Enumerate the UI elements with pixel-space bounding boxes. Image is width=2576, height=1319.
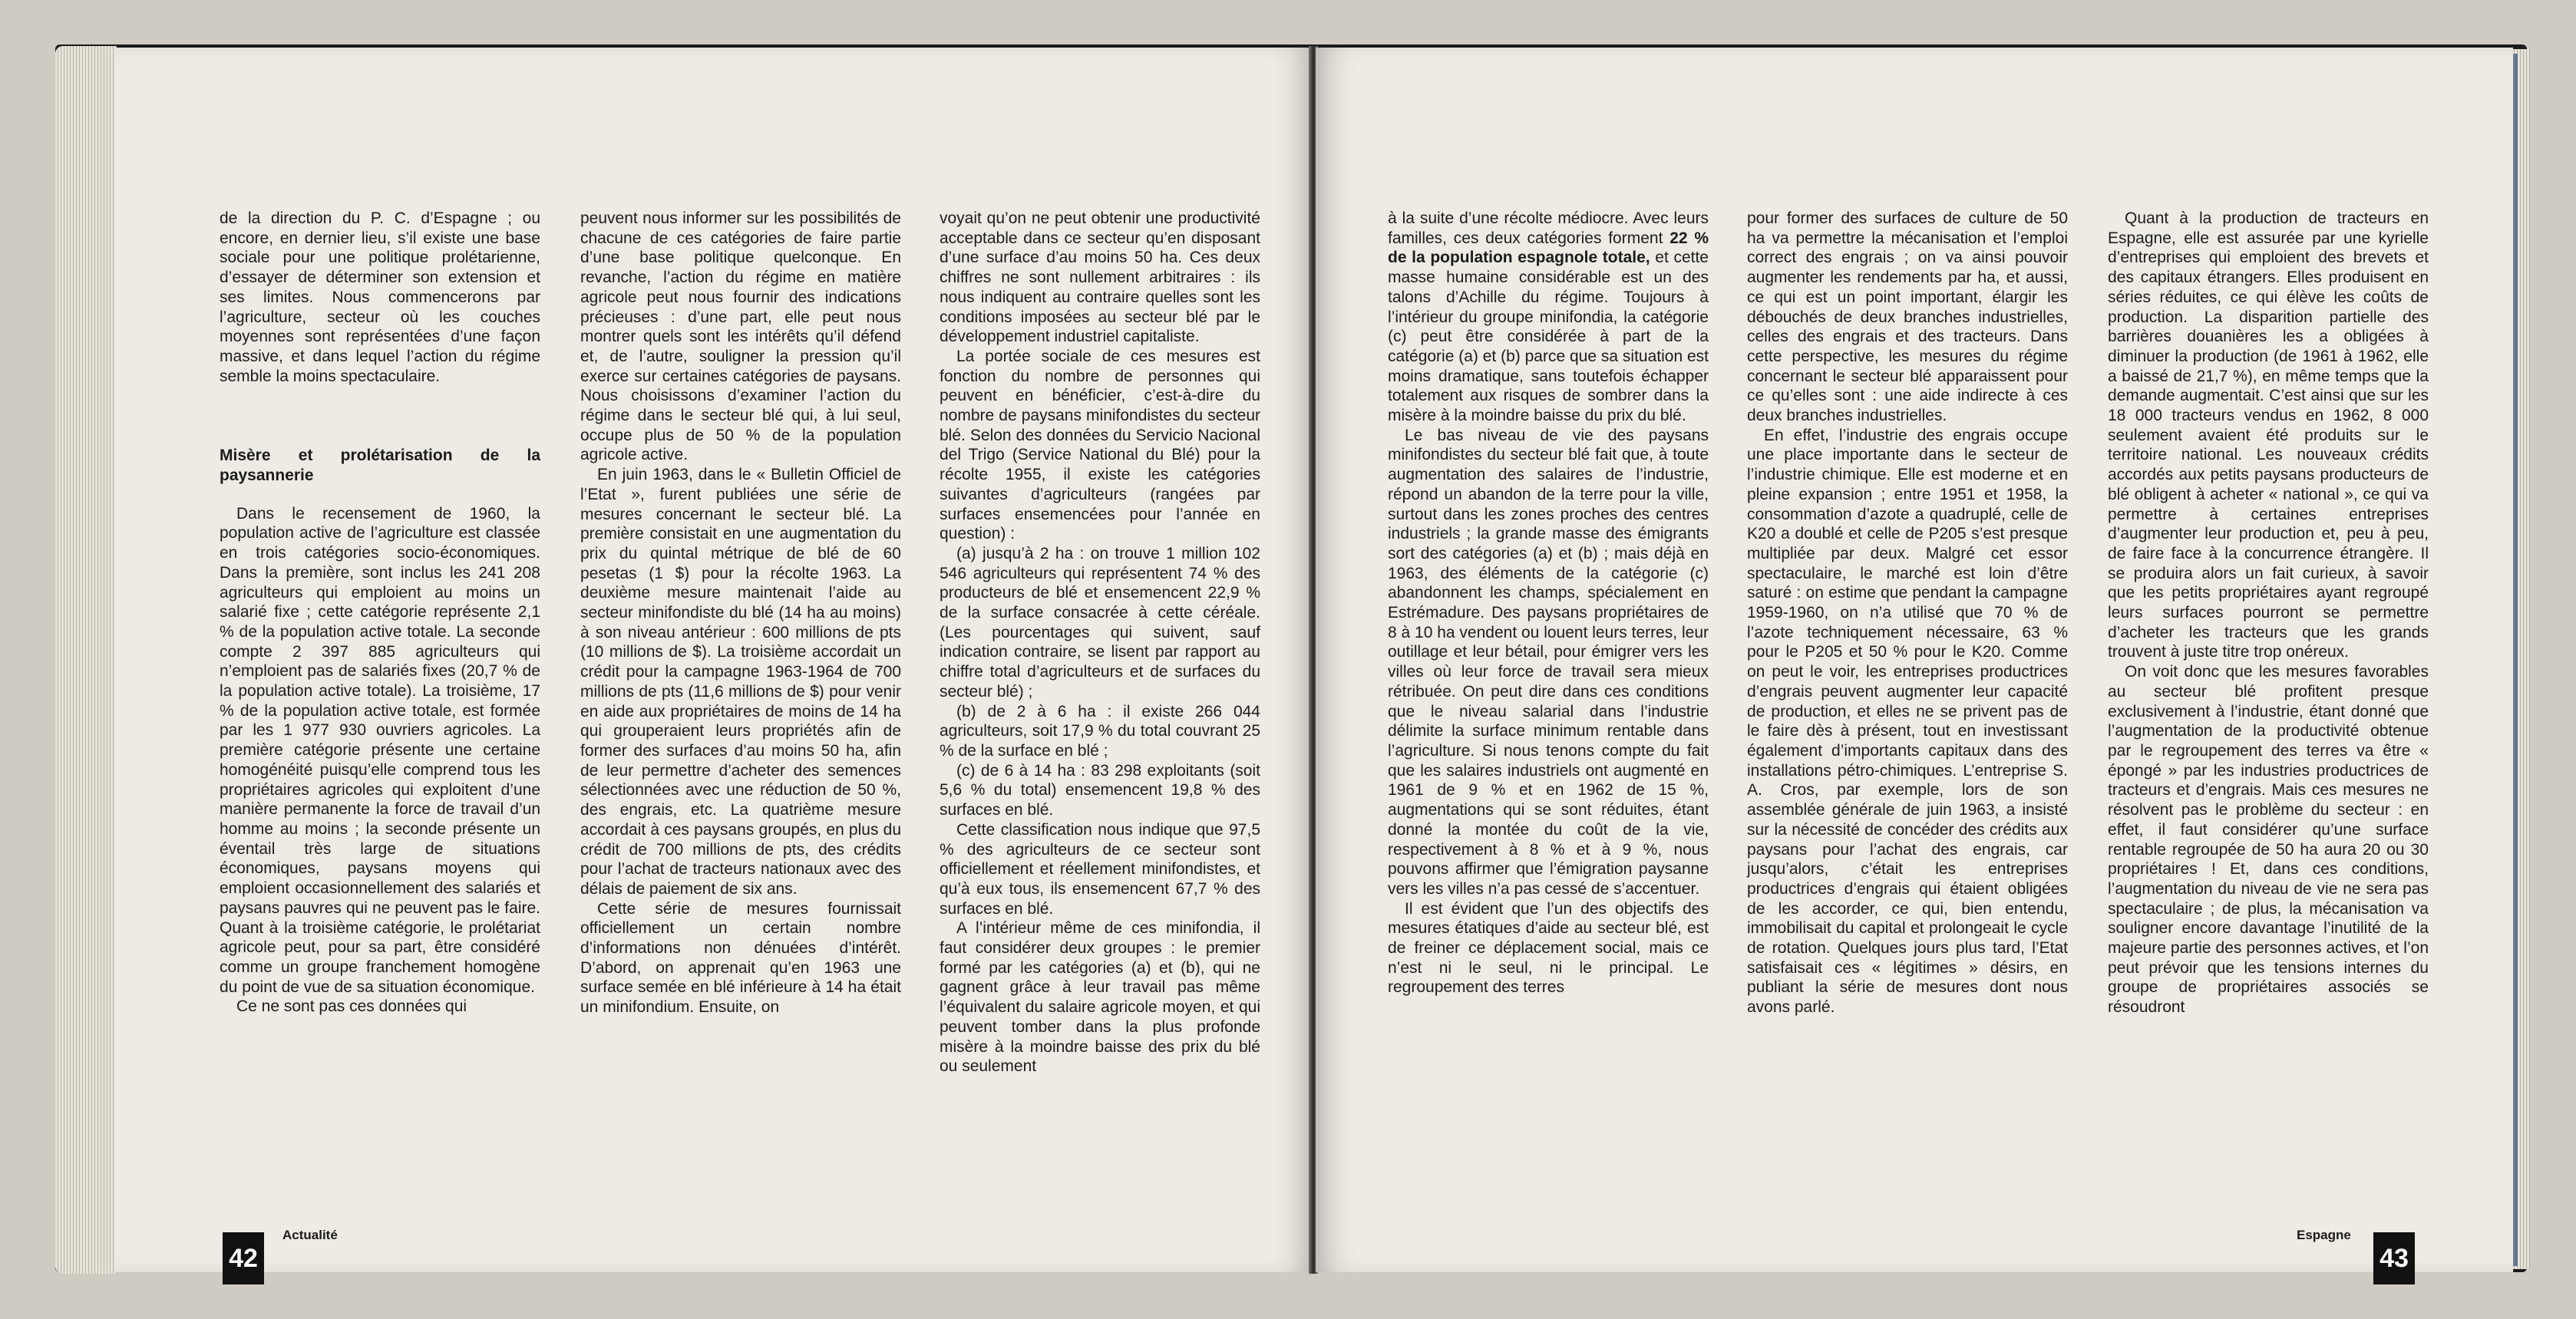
- paragraph: pour former des surfaces de culture de 50 ha va permettre la mécanisation et l’emploi correct des engrais ; on va ainsi pouvoir augmenter les rendements par ha, et aussi, ce qui est un point important, élargir les débouchés de deux branches industrielles, celles des engrais et des tracteurs. Dans cette perspective, les mesures du régime concernant le secteur blé apparaissent pour ce qu’elles sont : une aide indirecte à ces deux branches industrielles.: [1747, 209, 2068, 425]
- left-column-3: [940, 209, 1260, 1077]
- page-number: 42: [223, 1232, 264, 1284]
- running-head: Actualité: [282, 1228, 338, 1242]
- left-column-1: [220, 209, 540, 1017]
- paragraph: A l’intérieur même de ces minifondia, il faut considérer deux groupes : le premier formé par les catégories (a) et (b), qui ne gagnent grâce à leur travail pas même l’équivalent du salaire agricole moyen, et qui peuvent tomber dans la plus profonde misère à la moindre baisse des prix du blé ou seulement: [940, 919, 1260, 1076]
- paragraph: (c) de 6 à 14 ha : 83 298 exploitants (soit 5,6 % du total) ensemencent 19,8 % des surfaces en blé.: [940, 761, 1260, 819]
- text-run: à la suite d’une récolte médiocre. Avec leurs familles, ces deux catégories forment: [1388, 209, 1709, 247]
- paragraph: La portée sociale de ces mesures est fonction du nombre de personnes qui peuvent en bénéficier, c’est-à-dire du nombre de paysans minifondistes du secteur blé. Selon des données du Servicio Nacional del Trigo (Service National du Blé) pour la récolte 1955, il existe les catégories suivantes d’agriculteurs (rangées par surfaces ensemencées pour l’année en question) :: [940, 347, 1260, 543]
- left-page-edges: [55, 46, 117, 1274]
- paragraph: peuvent nous informer sur les possibilités de chacune de ces catégories de faire partie d’une base politique quelconque. En revanche, l’action du régime en matière agricole peut nous fournir des indications précieuses : d’une part, elle peut nous montrer quels sont les intérêts qu’il défend et, de l’autre, souligner la pression qu’il exerce sur certaines catégories de paysans. Nous choisissons d’examiner l’action du régime dans le secteur blé qui, à lui seul, occupe plus de 50 % de la population agricole active.: [580, 209, 901, 464]
- paragraph: Cette classification nous indique que 97,5 % des agriculteurs de ce secteur sont officiellement et réellement minifondistes, et qu’à eux tous, ils ensemencent 67,7 % des surfaces en blé.: [940, 820, 1260, 918]
- paragraph: Ce ne sont pas ces données qui: [236, 997, 467, 1016]
- paragraph: [1388, 209, 1709, 426]
- right-column-1: [1388, 209, 1709, 997]
- paragraph: (b) de 2 à 6 ha : il existe 266 044 agriculteurs, soit 17,9 % du total couvrant 25 % de la surface en blé ;: [940, 702, 1260, 760]
- paragraph: voyait qu’on ne peut obtenir une productivité acceptable dans ce secteur qu’en disposant d’une surface d’au moins 50 ha. Ces deux chiffres ne sont nullement arbitraires : ils nous indiquent au contraire quelles sont les conditions imposées au secteur blé par le développement industriel capitaliste.: [940, 209, 1260, 346]
- paragraph: Dans le recensement de 1960, la population active de l’agriculture est classée en trois catégories socio-économiques. Dans la première, sont inclus les 241 208 agriculteurs qui emploient au moins un salarié fixe ; cette catégorie représente 2,1 % de la population active totale. La seconde compte 2 397 885 agriculteurs qui n’emploient pas de salariés fixes (20,7 % de la population active totale). La troisième, 17 % de la population active totale, est formée par les 1 977 930 ouvriers agricoles. La première catégorie présente une certaine homogénéité puisqu’elle comprend tous les propriétaires agricoles qui exploitent d’une manière permanente la force de travail d’un homme au moins ; la seconde présente un éventail très large de situations économiques, paysans moyens qui emploient occasionnellement des salariés et paysans pauvres qui ne peuvent pas le faire. Quant à la troisième catégorie, le prolétariat agricole peut, pour sa part, être considéré comme un groupe franchement homogène du point de vue de sa situation économique.: [220, 504, 540, 996]
- paragraph: (a) jusqu’à 2 ha : on trouve 1 million 102 546 agriculteurs qui représentent 74 % des producteurs de blé et ensemencent 22,9 % de la surface consacrée à cette céréale. (Les pourcentages qui suivent, sauf indication contraire, se lisent par rapport au chiffre total d’agriculteurs et de surfaces du secteur blé) ;: [940, 544, 1260, 701]
- right-page: [1316, 48, 2513, 1272]
- right-column-3: [2108, 209, 2429, 1017]
- bold-text: 22 % de la population espagnole totale,: [1388, 229, 1709, 267]
- paragraph: En effet, l’industrie des engrais occupe une place importante dans le secteur de l’industrie chimique. Elle est moderne et en pleine expansion ; entre 1951 et 1958, la consommation d’azote a quadruplé, celle de K20 a doublé et celle de P205 s’est presque multipliée par deux. Malgré cet essor spectaculaire, le marché est loin d’être saturé : on estime que pendant la campagne 1959-1960, on n’a utilisé que 70 % de l’azote techniquement nécessaire, 63 % pour le P205 et 50 % pour le K20. Comme on peut le voir, les entreprises productrices d’engrais peuvent augmenter leur capacité de production, et elles ne se privent pas de le faire dès à présent, tout en investissant également d’importants capitaux dans des installations pétro-chimiques. L’entreprise S. A. Cros, par exemple, lors de son assemblée générale de juin 1963, a insisté sur la nécessité de concéder des crédits aux paysans pour l’achat des engrais, car jusqu’alors, c’était les entreprises productrices d’engrais qui étaient obligées de les accorder, ce qui, bien entendu, immobilisait du capital et prolongeait le cycle de rotation. Quelques jours plus tard, l’Etat satisfaisait ces « légitimes » désirs, en publiant la série de mesures dont nous avons parlé.: [1747, 426, 2068, 1017]
- paragraph: Quant à la production de tracteurs en Espagne, elle est assurée par une kyrielle d’entreprises qui emploient des brevets et des capitaux étrangers. Elles produisent en séries réduites, ce qui élève les coûts de production. La disparition partielle des barrières douanières les a obligées à diminuer la production (de 1961 à 1962, elle a baissé de 21,7 %), en même temps que la demande augmentait. C’est ainsi que sur les 18 000 tracteurs vendus en 1962, 8 000 seulement avaient été produits sur le territoire national. Les nouveaux crédits accordés aux petits paysans producteurs de blé obligent à acheter « national », ce qui va permettre à certaines entreprises d’augmenter leur production et, peu à peu, de faire face à la concurrence étrangère. Il se produira alors un fait curieux, à savoir que les petits propriétaires ayant regroupé leurs surfaces pourront se permettre d’acheter les tracteurs que les grands trouvent à juste titre trop onéreux.: [2108, 209, 2429, 661]
- paragraph: Cette série de mesures fournissait officiellement un certain nombre d’informations non dénuées d’intérêt. D’abord, on apprenait qu’en 1963 une surface semée en blé inférieure à 14 ha était un minifondium. Ensuite, on: [580, 899, 901, 1017]
- paragraph: de la direction du P. C. d’Espagne ; ou encore, en dernier lieu, s’il existe une base sociale pour une politique prolétarienne, d’essayer de déterminer son extension et ses limites. Nous commencerons par l’agriculture, secteur où les couches moyennes sont représentées d’une façon massive, et dans lequel l’action du régime semble la moins spectaculaire.: [220, 209, 540, 385]
- running-head: Espagne: [2297, 1228, 2351, 1242]
- page-number: 43: [2373, 1232, 2415, 1284]
- left-column-2: [580, 209, 901, 1017]
- right-column-2: [1747, 209, 2068, 1017]
- paragraph: Il est évident que l’un des objectifs des mesures étatiques d’aide au secteur blé, est de freiner ce déplacement social, mais ce n’est ni le seul, ni le principal. Le regroupement des terres: [1388, 899, 1709, 997]
- left-page: [115, 48, 1313, 1272]
- section-heading: Misère et prolétarisation de la paysannerie: [220, 447, 540, 485]
- paragraph: Le bas niveau de vie des paysans minifondistes du secteur blé fait que, à toute augmentation des salaires de l’industrie, répond un abandon de la terre pour la ville, surtout dans les zones proches des centres industriels ; la grande masse des émigrants sort des catégories (a) et (b) ; mais déjà en 1963, des éléments de la catégorie (c) abandonnent les champs, spécialement en Estrémadure. Des paysans propriétaires de 8 à 10 ha vendent ou louent leurs terres, leur outillage et leur bétail, pour émigrer vers les villes où leur force de travail sera mieux rétribuée. On peut dire dans ces conditions que le niveau salarial dans l’industrie délimite la surface minimum rentable dans l’agriculture. Si nous tenons compte du fait que les salaires industriels ont augmenté en 1961 de 9 % et en 1962 de 15 %, augmentations qui se sont réduites, étant donné la montée du coût de la vie, respectivement à 8 % et à 9 %, nous pouvons affirmer que l’émigration paysanne vers les villes n’a pas cessé de s’accentuer.: [1388, 426, 1709, 898]
- paragraph: On voit donc que les mesures favorables au secteur blé profitent presque exclusivement à l’industrie, étant donné que l’augmentation de la productivité obtenue par le regroupement des terres va être « épongé » par les industries productrices de tracteurs et d’engrais. Mais ces mesures ne résolvent pas le problème du secteur : en effet, il faut considérer qu’une surface rentable regroupée de 50 ha aura 20 ou 30 propriétaires ! Et, dans ces conditions, l’augmentation du niveau de vie ne sera pas spectaculaire ; de plus, la mécanisation va souligner encore davantage l’inutilité de la majeure partie des personnes actives, et l’on peut prévoir que les tensions internes du groupe de propriétaires associés se résoudront: [2108, 663, 2429, 1017]
- paragraph: En juin 1963, dans le « Bulletin Officiel de l’Etat », furent publiées une série de mesures concernant le secteur blé. La première consistait en une augmentation du prix du quintal métrique de blé de 60 pesetas (1 $) pour la récolte 1963. La deuxième mesure maintenait l’aide au secteur minifondiste du blé (14 ha au moins) à son niveau antérieur : 600 millions de pts (10 millions de $). La troisième accordait un crédit pour la campagne 1963-1964 de 700 millions de pts (11,6 millions de $) pour venir en aide aux propriétaires de moins de 14 ha qui grouperaient leurs propriétés afin de former des surfaces d’au moins 50 ha, afin de leur permettre d’acheter des semences sélectionnées avec une réduction de 50 %, des engrais, etc. La quatrième mesure accordait à ces paysans groupés, en plus du crédit de 700 millions de pts, des crédits pour l’achat de tracteurs nationaux avec des délais de paiement de six ans.: [580, 466, 901, 898]
- text-run: et cette masse humaine considérable est un des talons d’Achille du régime. Toujours à l’intérieur du groupe minifondia, la catégorie (c) peut être considérée à part de la catégorie (a) et (b) parce que sa situation est moins dramatique, sans toutefois échapper totalement aux risques de sombrer dans la misère à la moindre baisse du prix du blé.: [1388, 249, 1709, 425]
